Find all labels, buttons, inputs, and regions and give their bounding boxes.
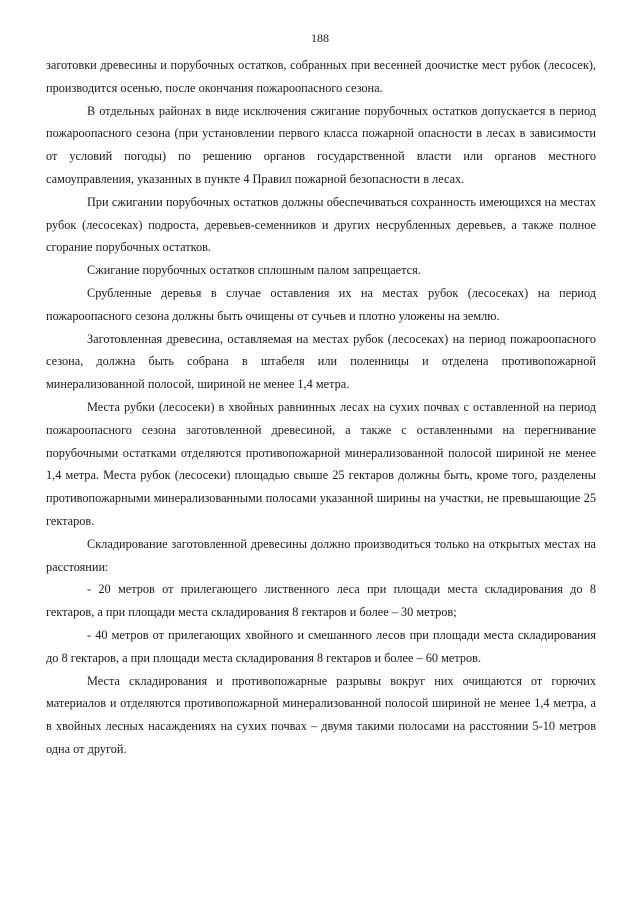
paragraph: Места рубки (лесосеки) в хвойных равнинных лесах на сухих почвах с оставленной на период пожароопасного сезона заготовленной древесиной, а также с оставленными на перегнивание порубочными остатками отделяются противопожарной минерализованной полосой шириной не менее 1,4 метра. Места рубок (лесосеки) площадью свыше 25 гектаров должны быть, кроме того, разделены противопожарными минерализованными полосами указанной ширины на участки, не превышающие 25 гектаров.: [46, 399, 596, 528]
paragraph: В отдельных районах в виде исключения сжигание порубочных остатков допускается в период пожароопасного сезона (при установлении первого класса пожарной опасности в лесах в зависимости от условий погоды) по решению органов государственной власти или органов местного самоуправления, указанных в пункте 4 Правил пожарной безопасности в лесах.: [46, 103, 596, 186]
paragraph: Срубленные деревья в случае оставления их на местах рубок (лесосеках) на период пожароопасного сезона должны быть очищены от сучьев и плотно уложены на землю.: [46, 285, 596, 323]
paragraph: Заготовленная древесина, оставляемая на местах рубок (лесосеках) на период пожароопасного сезона, должна быть собрана в штабеля или поленницы и отделена противопожарной минерализованной полосой, шириной не менее 1,4 метра.: [46, 331, 596, 392]
list-item: - 40 метров от прилегающих хвойного и смешанного лесов при площади места складирования до 8 гектаров, а при площади места складирования 8 гектаров и более – 60 метров.: [46, 627, 596, 665]
paragraph: заготовки древесины и порубочных остатков, собранных при весенней доочистке мест рубок (лесосек), производится осенью, после окончания пожароопасного сезона.: [46, 58, 596, 95]
paragraph: При сжигании порубочных остатков должны обеспечиваться сохранность имеющихся на местах рубок (лесосеках) подроста, деревьев-семенников и других несрубленных деревьев, а также полное сгорание порубочных остатков.: [46, 194, 596, 255]
paragraph: Сжигание порубочных остатков сплошным палом запрещается.: [87, 263, 421, 278]
body-text: [46, 54, 596, 761]
paragraph: Места складирования и противопожарные разрывы вокруг них очищаются от горючих материалов и отделяются противопожарной минерализованной полосой шириной не менее 1,4 метра, а в хвойных лесных насаждениях на сухих почвах – двумя такими полосами на расстоянии 5-10 метров одна от другой.: [46, 673, 596, 756]
page-number: 188: [311, 31, 329, 45]
list-item: - 20 метров от прилегающего лиственного леса при площади места складирования до 8 гектаров, а при площади места складирования 8 гектаров и более – 30 метров;: [46, 582, 596, 620]
paragraph: Складирование заготовленной древесины должно производиться только на открытых местах на расстоянии:: [46, 536, 596, 574]
